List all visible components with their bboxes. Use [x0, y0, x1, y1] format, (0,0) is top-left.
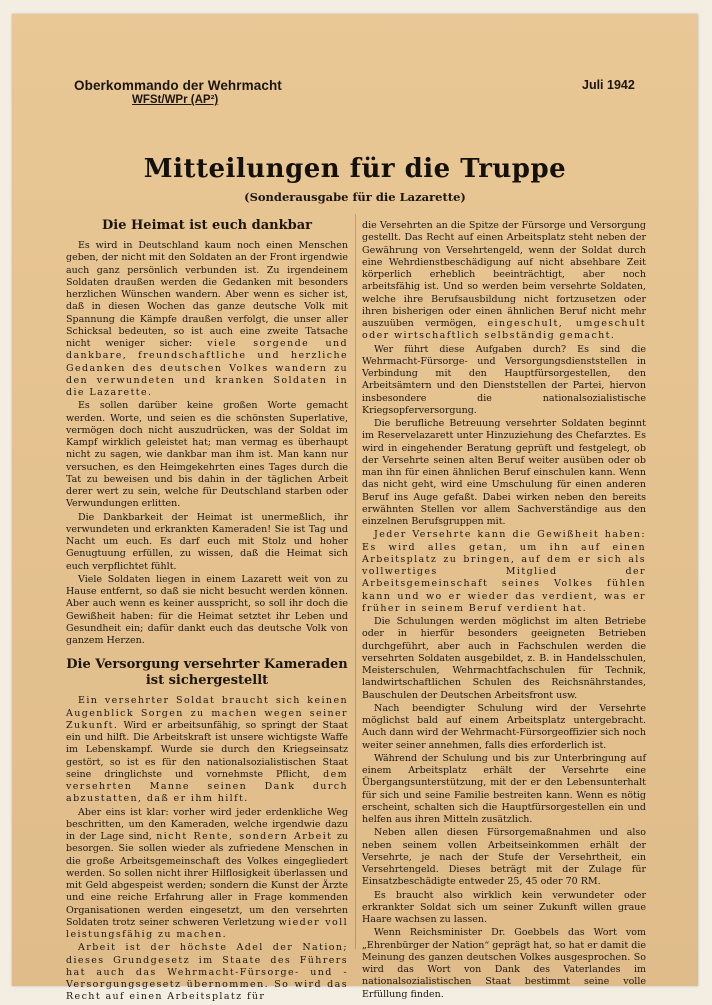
issue-date: Juli 1942 — [582, 78, 635, 92]
paragraph: Arbeit ist der höchste Adel der Nation; dieses Grundgesetz im Staate des Führers hat auch das Wehrmacht-Fürsorge- und -Versorgungsgesetz übernommen. So wird das Recht auf einen Arbeitsplatz für — [66, 942, 348, 1003]
paragraph-text: Aber eins ist klar: vorher wird jeder erdenkliche Weg beschritten, um den Kameraden, welche irgendwie dazu in der Lage sind, — [66, 806, 348, 842]
paragraph: Es braucht also wirklich kein verwundeter oder erkrankter Soldat sich um seiner Zukunft willen graue Haare wachsen zu lassen. — [362, 889, 646, 925]
paragraph: Die berufliche Betreuung versehrter Soldaten beginnt im Reservelazarett unter Hinzuziehung des Chefarztes. Es wird in eingehender Beratung geprüft und festgelegt, ob der Versehrte seinen alten Beruf weiter ausüben oder ob man ihn für einen ähnlichen Beruf einschulen kann. Wenn das nicht geht, wird eine Umschulung für einen anderen Beruf ins Auge gefaßt. Dabei wirken neben den bereits erwähnten Stellen vor allem Sachverständige aus den einzelnen Berufsgruppen mit. — [362, 418, 646, 527]
paragraph-text: Es wird in Deutschland kaum noch einen Menschen geben, der nicht mit den Soldaten an der Front irgendwie auch ganz persönlich verbunden ist. Zu irgendeinem Soldaten draußen werden die Gedanken mit besonders herzlichen Wünschen wandern. Aber wenn es sicher ist, daß in diesen Wochen das ganze deutsche Volk mit Spannung die Kämpfe draußen verfolgt, die unser aller Schicksal bedeuten, so ist auch eine zweite Tatsache nicht weniger sicher: — [66, 240, 348, 349]
left-column — [66, 218, 348, 1005]
column-divider — [355, 214, 356, 949]
paragraph-emphasis: wieder voll leistungsfähig zu machen. — [66, 916, 349, 940]
paragraph-emphasis: viele sorgende und dankbare, freundschaftliche und herzliche Gedanken des deutschen Volkes wandern zu den verwundeten und kranken Soldaten in die Lazarette. — [66, 338, 348, 398]
paragraph — [66, 695, 348, 805]
paragraph: Die Dankbarkeit der Heimat ist unermeßlich, ihr verwundeten und erkrankten Kameraden! Sie ist Tag und Nacht um euch. Es darf euch mit Stolz und hoher Genugtuung erfüllen, zu wissen, daß die Heimat sich euch verpflichtet fühlt. — [66, 511, 348, 572]
page-title: Mitteilungen für die Truppe — [143, 154, 567, 184]
paragraph-emphasis: dem versehrten Manne seinen Dank durch abzustatten, daß er ihm hilft. — [66, 768, 349, 805]
section-heading-2-line2: ist sichergestellt — [145, 673, 269, 689]
paragraph-text: Wird er arbeitsunfähig, so springt der Staat ein und hilft. Die Arbeitskraft ist unsere wichtigste Waffe im Lebenskampf. Wurde sie durch den Kriegseinsatz gestört, so ist es für den nationalsozialistischen Staat seine dringlichste und vornehmste Pflicht, — [66, 719, 349, 780]
paragraph: Die Schulungen werden möglichst im alten Betriebe oder in hierfür besonders geeigneten Betrieben durchgeführt, aber auch in Fachschulen werden die versehrten Soldaten ausgebildet, z. B. in Handelsschulen, Meisterschulen, Wehrmachtfachschulen für Technik, landwirtschaftlichen Schulen des Reichsnährstandes, Bauschulen der Deutschen Arbeitsfront usw. — [362, 616, 646, 701]
paragraph — [66, 807, 348, 942]
paragraph-text: zu besorgen. Sie sollen wieder als zufriedene Menschen in die große Arbeitsgemeinschaft des Volkes eingegliedert werden. So sollen nicht ihrer Hilflosigkeit überlassen und mit Geld abgespeist werden; sondern die Kunst der Ärzte und eine reiche Erfahrung aller in Frage kommenden Organisationen werden eingesetzt, um den versehrten Soldaten trotz seiner schweren Verletzung — [66, 831, 348, 928]
paragraph: Neben allen diesen Fürsorgemaßnahmen und also neben seinem vollen Arbeitseinkommen erhält der Versehrte, je nach der Stufe der Versehrtheit, ein Versehrtengeld. Dieses beträgt mit der Zulage für Einsatzbeschädigte entweder 25, 45 oder 70 RM. — [362, 827, 646, 888]
paragraph — [66, 240, 348, 399]
paragraph: Nach beendigter Schulung wird der Versehrte möglichst bald auf einem Arbeitsplatz untergebracht. Auch dann wird der Wehrmacht-Fürsorgeoffizier sich noch weiter seiner annehmen, falls dies erforderlich ist. — [362, 702, 646, 751]
section-heading-2 — [66, 657, 348, 689]
paragraph-emphasis: eingeschult, umgeschult oder wirtschaftlich selbständig gemacht. — [362, 318, 646, 342]
section-heading-1: Die Heimat ist euch dankbar — [102, 218, 312, 233]
paragraph: Während der Schulung und bis zur Unterbringung auf einem Arbeitsplatz erhält der Versehrte eine Übergangsunterstützung, mit der er den Lebensunterhalt für sich und seine Familie bestreiten kann. Wenn es nötig erscheint, schalten sich die Hauptfürsorgestellen ein und helfen aus ihren Mitteln zusätzlich. — [362, 752, 646, 825]
right-column — [362, 220, 646, 1002]
issuer-block — [74, 78, 282, 106]
paragraph: Wenn Reichsminister Dr. Goebbels das Wort vom „Ehrenbürger der Nation“ geprägt hat, so hat er damit die Meinung des ganzen deutschen Volkes ausgesprochen. So wird das Wort von Dank des Vaterlandes im nationalsozialistischen Staat bestimmt seine volle Erfüllung finden. — [362, 927, 646, 1000]
paragraph: Wer führt diese Aufgaben durch? Es sind die Wehrmacht-Fürsorge- und Versorgungsdienststellen in Verbindung mit den Hauptfürsorgestellen, den Arbeitsämtern und den Dienststellen der Partei, hiervon insbesondere die nationalsozialistische Kriegsopferversorgung. — [362, 343, 646, 416]
office-code: WFSt/WPr (AP²) — [132, 94, 219, 106]
section-heading-2-line1: Die Versorgung versehrter Kameraden — [66, 657, 348, 673]
document-sheet — [12, 14, 698, 1003]
paragraph-text: die Versehrten an die Spitze der Fürsorge und Versorgung gestellt. Das Recht auf einen Arbeitsplatz steht neben der Gewährung von Versehrtengeld, wenn der Soldat durch eine Wehrdienstbeschädigung auf nicht absehbare Zeit körperlich erheblich beeinträchtigt, aber noch arbeitsfähig ist. Und so werden beim versehrte Soldaten, welche ihre Berufsausbildung nicht fortzusetzen oder ihren bisherigen oder einen ähnlichen Beruf nicht mehr auszuüben vermögen, — [362, 220, 646, 329]
paragraph: Es sollen darüber keine großen Worte gemacht werden. Worte, und seien es die schönsten Superlative, vermögen doch nicht auszudrücken, was der Soldat im Kampf wirklich geleistet hat; man vermag es überhaupt nicht zu sagen, wie dankbar man ihm ist. Man kann nur versuchen, es den Heimgekehrten eines Tages durch die Tat zu beweisen und bis dahin in der täglichen Arbeit derer wert zu sein, welche für Deutschland starben oder Verwundungen erlitten. — [66, 400, 348, 510]
issuer-name: Oberkommando der Wehrmacht — [74, 78, 282, 93]
paragraph: Viele Soldaten liegen in einem Lazarett weit von zu Hause entfernt, so daß sie nicht besucht werden können. Aber auch wenn es keiner ausspricht, so soll ihr doch die Gewißheit haben: für die Heimat setztet ihr Leben und Gesundheit ein; dafür dankt euch das deutsche Volk von ganzem Herzen. — [66, 573, 348, 646]
page-subtitle: (Sonderausgabe für die Lazarette) — [244, 190, 466, 204]
paragraph-emphasis: nicht Rente, sondern Arbeit — [156, 831, 333, 842]
paragraph: Jeder Versehrte kann die Gewißheit haben: Es wird alles getan, um ihn auf einen Arbeitsplatz zu bringen, auf dem er sich als vollwertiges Mitglied der Arbeitsgemeinschaft seines Volkes fühlen kann und wo er wieder das verdient, was er früher in seinem Beruf verdient hat. — [362, 529, 646, 614]
paragraph-emphasis: Ein versehrter Soldat braucht sich keinen Augenblick Sorgen zu machen wegen seiner Zukunft. — [66, 695, 348, 731]
paragraph — [362, 220, 646, 343]
